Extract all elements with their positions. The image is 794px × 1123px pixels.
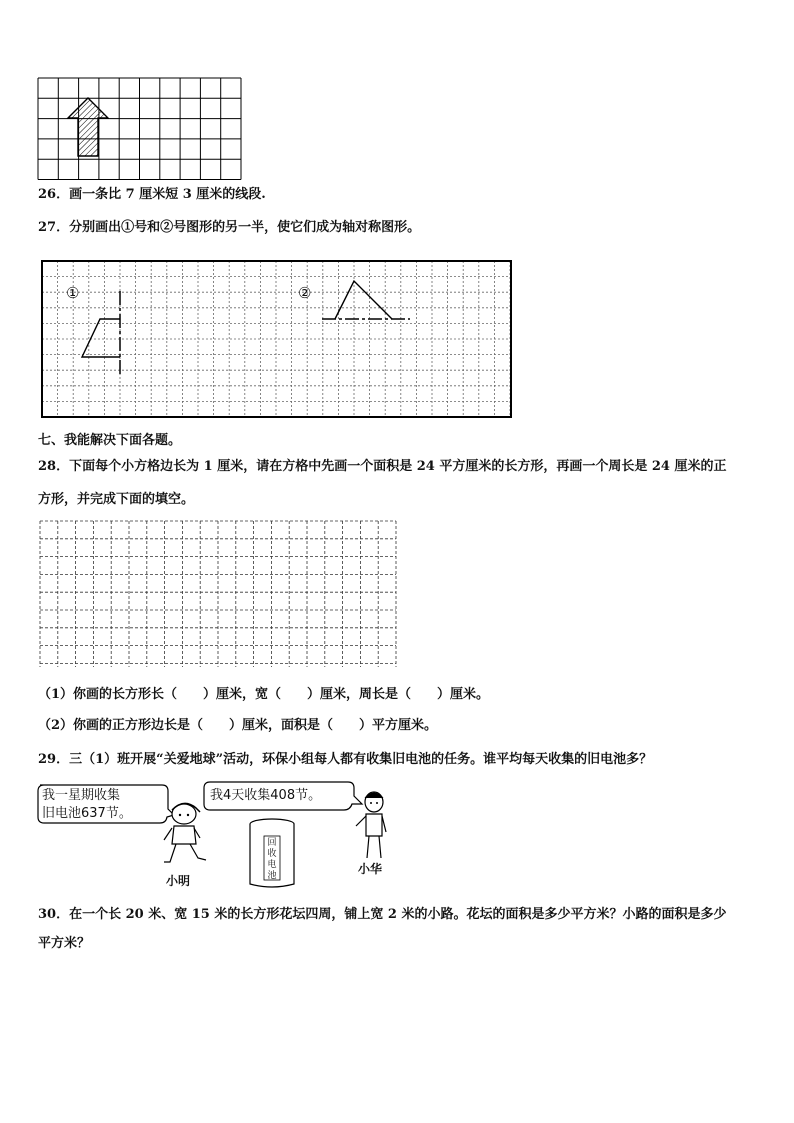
bin-label-char: 收 [267, 849, 277, 859]
arrow-grid-figure [38, 78, 243, 180]
figure-label-2: ② [298, 284, 312, 302]
name-xiaoming: 小明 [166, 874, 191, 888]
bin-label [266, 838, 278, 882]
question-28-line1: 28．下面每个小方格边长为 1 厘米，请在方格中先画一个面积是 24 平方厘米的长方形，再画一个周长是 24 厘米的正 [38, 459, 727, 474]
question-29: 29．三（1）班开展“关爱地球”活动，环保小组每人都有收集旧电池的任务。谁平均每天收集的旧电池多？ [38, 752, 653, 767]
boy-xiaohua-illustration [348, 790, 398, 862]
figure-label-1: ① [66, 284, 80, 302]
section-7-title: 七、我能解决下面各题。 [38, 433, 182, 448]
bin-label-char: 电 [267, 860, 277, 870]
bin-label-char: 回 [267, 838, 277, 848]
half-shape-1 [82, 319, 120, 357]
question-30-line1: 30．在一个长 20 米、宽 15 米的长方形花坛四周，铺上宽 2 米的小路。花坛的面积是多少平方米？小路的面积是多少 [38, 907, 727, 922]
shaded-arrow-shape [68, 98, 108, 156]
half-shape-2 [335, 281, 392, 319]
bin-label-char: 池 [267, 871, 277, 881]
name-xiaohua: 小华 [358, 862, 383, 876]
drawing-grid[interactable] [40, 521, 396, 669]
question-30-line2: 平方米？ [38, 936, 91, 951]
question-26: 26．画一条比 7 厘米短 3 厘米的线段. [38, 187, 266, 202]
question-28-line2: 方形，并完成下面的填空。 [38, 492, 195, 507]
question-28-fill-2[interactable]: （2）你画的正方形边长是（ ）厘米，面积是（ ）平方厘米。 [38, 718, 438, 733]
question-28-fill-1[interactable]: （1）你画的长方形长（ ）厘米，宽（ ）厘米，周长是（ ）厘米。 [38, 687, 490, 702]
bubble-right-text: 我4天收集408节。 [210, 788, 322, 803]
question-27: 27．分别画出①号和②号图形的另一半，使它们成为轴对称图形。 [38, 220, 421, 235]
bubble-left-line2: 旧电池637节。 [42, 806, 132, 821]
symmetry-grid-figure [42, 261, 512, 418]
bubble-left-line1: 我一星期收集 [42, 788, 121, 803]
boy-xiaoming-illustration [160, 800, 212, 870]
